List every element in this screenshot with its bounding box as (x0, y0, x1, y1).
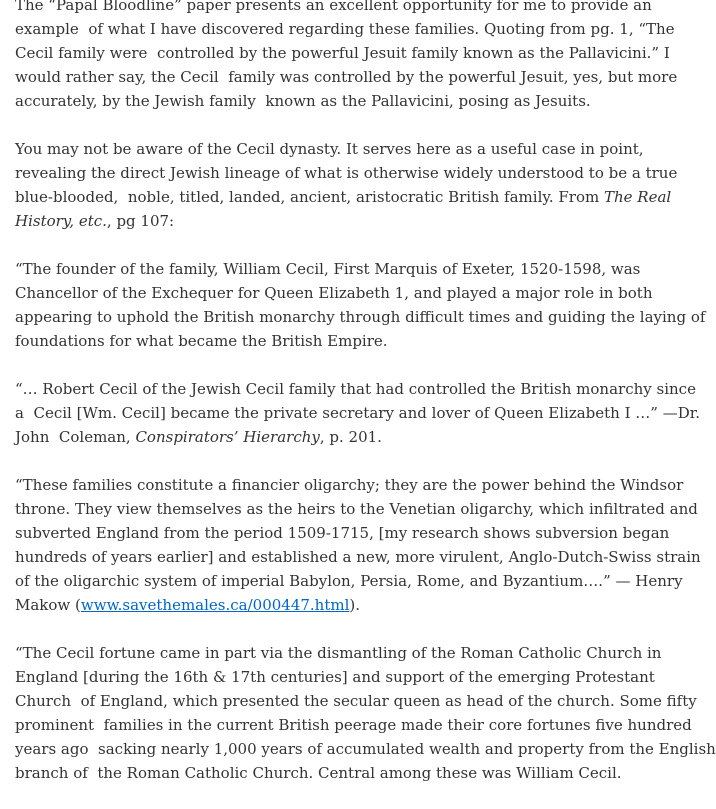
text-span: blue-blooded, noble, titled, landed, ancient, aristocratic British family. From (15, 188, 604, 206)
text-line: branch of the Roman Catholic Church. Central among these was William Cecil. (15, 764, 622, 782)
paragraph-founder-quote (15, 257, 706, 353)
text-span: , pg 107: (106, 212, 175, 230)
text-line: England [during the 16th & 17th centuries] and support of the emerging Protestant (15, 668, 655, 686)
paragraph-papal-bloodline (15, 0, 678, 113)
paragraph-robert-cecil-quote (15, 377, 701, 449)
text-line: The “Papal Bloodline” paper presents an excellent opportunity for me to provide an (15, 0, 652, 14)
text-line: prominent families in the current British peerage made their core fortunes five hundred (15, 716, 692, 734)
text-line: would rather say, the Cecil family was controlled by the powerful Jesuit, yes, but more (15, 68, 678, 86)
text-line: a Cecil [Wm. Cecil] became the private secretary and lover of Queen Elizabeth I …” —Dr. (15, 404, 701, 422)
source-link[interactable]: www.savethemales.ca/000447.html (80, 596, 350, 614)
text-line: subverted England from the period 1509-1715, [my research shows subversion began (15, 524, 670, 542)
text-line: foundations for what became the British Empire. (15, 332, 388, 350)
text-line: “… Robert Cecil of the Jewish Cecil family that had controlled the British monarchy since (15, 380, 696, 398)
text-line (15, 425, 656, 449)
text-line: accurately, by the Jewish family known as the Pallavicini, posing as Jesuits. (15, 92, 591, 110)
paragraph-cecil-fortune (15, 641, 716, 785)
text-line: “The founder of the family, William Cecil, First Marquis of Exeter, 1520-1598, was (15, 260, 641, 278)
text-line: hundreds of years earlier] and established a new, more virulent, Anglo-Dutch-Swiss strain (15, 548, 701, 566)
paragraph-cecil-dynasty (15, 137, 678, 233)
book-title: History, etc. (15, 212, 107, 230)
text-line: You may not be aware of the Cecil dynasty. It serves here as a useful case in point, (15, 140, 644, 158)
book-title: The Real (604, 188, 672, 206)
text-line: of the oligarchic system of imperial Babylon, Persia, Rome, and Byzantium….” — Henry (15, 572, 683, 590)
text-span: John Coleman, (15, 428, 136, 446)
text-line: Cecil family were controlled by the powerful Jesuit family known as the Pallavicini.” I (15, 44, 670, 62)
article-body (15, 0, 716, 809)
paragraph-oligarchy-quote (15, 473, 701, 617)
text-line (15, 185, 672, 209)
text-line: years ago sacking nearly 1,000 years of accumulated wealth and property from the English (15, 740, 716, 758)
text-span: Makow ( (15, 596, 81, 614)
text-line (15, 593, 656, 617)
text-line: appearing to uphold the British monarchy through difficult times and guiding the laying of (15, 308, 706, 326)
text-span: , p. 201. (319, 428, 382, 446)
text-line: example of what I have discovered regarding these families. Quoting from pg. 1, “The (15, 20, 675, 38)
text-line: revealing the direct Jewish lineage of what is otherwise widely understood to be a true (15, 164, 678, 182)
text-line: “The Cecil fortune came in part via the dismantling of the Roman Catholic Church in (15, 644, 662, 662)
text-line: throne. They view themselves as the heirs to the Venetian oligarchy, which infiltrated and (15, 500, 698, 518)
text-line: Chancellor of the Exchequer for Queen Elizabeth 1, and played a major role in both (15, 284, 653, 302)
text-line (15, 209, 656, 233)
text-line: “These families constitute a financier oligarchy; they are the power behind the Windsor (15, 476, 684, 494)
text-line: Church of England, which presented the secular queen as head of the church. Some fifty (15, 692, 697, 710)
text-span: ). (349, 596, 361, 614)
book-title: Conspirators’ Hierarchy (135, 428, 320, 446)
